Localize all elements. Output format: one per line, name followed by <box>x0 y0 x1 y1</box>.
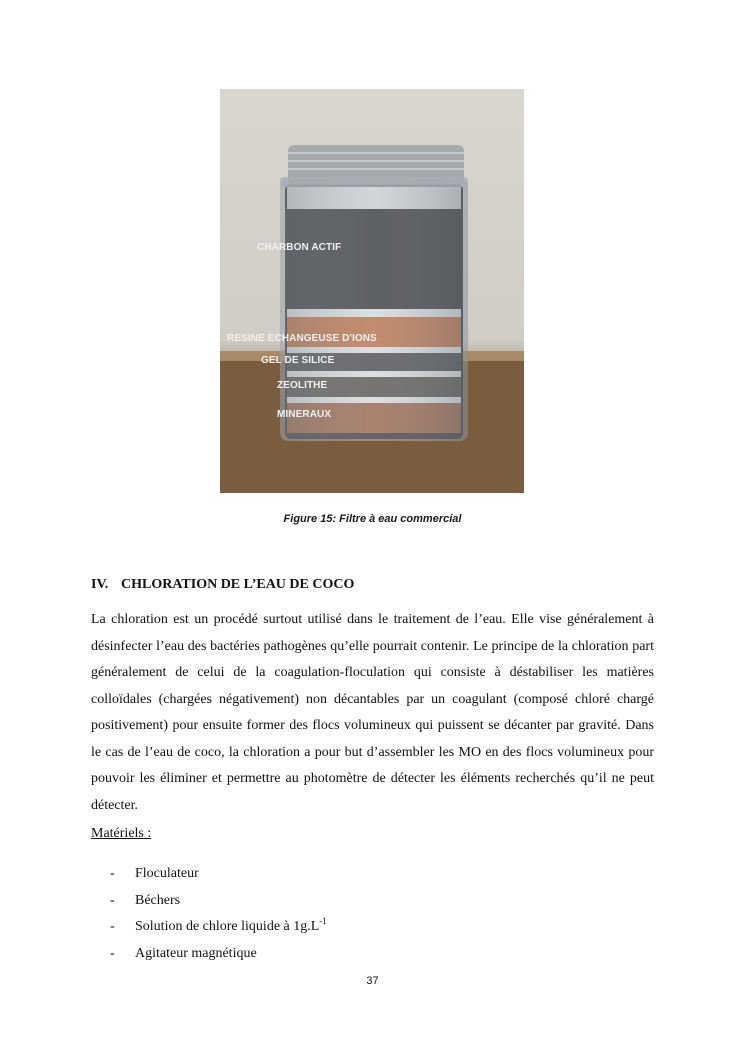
list-item-text: Agitateur magnétique <box>135 945 257 961</box>
materials-label-colon: : <box>143 826 152 841</box>
list-item-text: Béchers <box>135 892 181 908</box>
label-gel-silice: GEL DE SILICE <box>261 355 335 366</box>
filter-illustration <box>220 89 524 493</box>
list-item <box>110 891 327 918</box>
label-zeolithe: ZEOLITHE <box>277 380 328 391</box>
list-bullet: - <box>110 919 115 934</box>
list-item-text: Floculateur <box>135 866 199 881</box>
section-number: IV. <box>91 577 109 592</box>
list-bullet: - <box>110 892 115 908</box>
list-item <box>110 864 327 891</box>
list-bullet: - <box>110 866 115 881</box>
section-heading <box>91 577 354 593</box>
materials-label-text: Matériels <box>91 826 144 841</box>
section-title: CHLORATION DE L’EAU DE COCO <box>121 577 355 592</box>
body-paragraph: La chloration est un procédé surtout utilisé dans le traitement de l’eau. Elle vise généralement à désinfecter l’eau des bactéries pathogènes qu’elle pourrait contenir. Le principe de la chloration part généralement de celui de la coagulation-floculation qui consiste à déstabiliser les matières colloïdales (chargées négativement) non décantables par un coagulant (composé chloré chargé positivement) pour ensuite former des flocs volumineux qui puissent se décanter par gravité. Dans le cas de l’eau de coco, la chloration a pour but d’assembler les MO en des flocs volumineux pour pouvoir les éliminer et permettre au photomètre de détecter les éléments recherchés qu’il ne peut détecter. <box>91 612 654 813</box>
list-bullet: - <box>110 945 115 961</box>
materials-list <box>110 864 327 970</box>
page-number: 37 <box>366 975 379 987</box>
label-mineraux: MINERAUX <box>277 409 332 420</box>
filter-photo <box>220 89 524 493</box>
list-item-text: Solution de chlore liquide à 1g.L <box>135 919 320 934</box>
superscript: -1 <box>319 916 327 926</box>
figure-caption: Figure 15: Filtre à eau commercial <box>283 513 462 525</box>
materials-label <box>91 826 151 842</box>
list-item <box>110 917 327 944</box>
list-item <box>110 944 327 971</box>
label-resine: RESINE ECHANGEUSE D'IONS <box>227 333 377 344</box>
label-charbon-actif: CHARBON ACTIF <box>257 242 342 253</box>
